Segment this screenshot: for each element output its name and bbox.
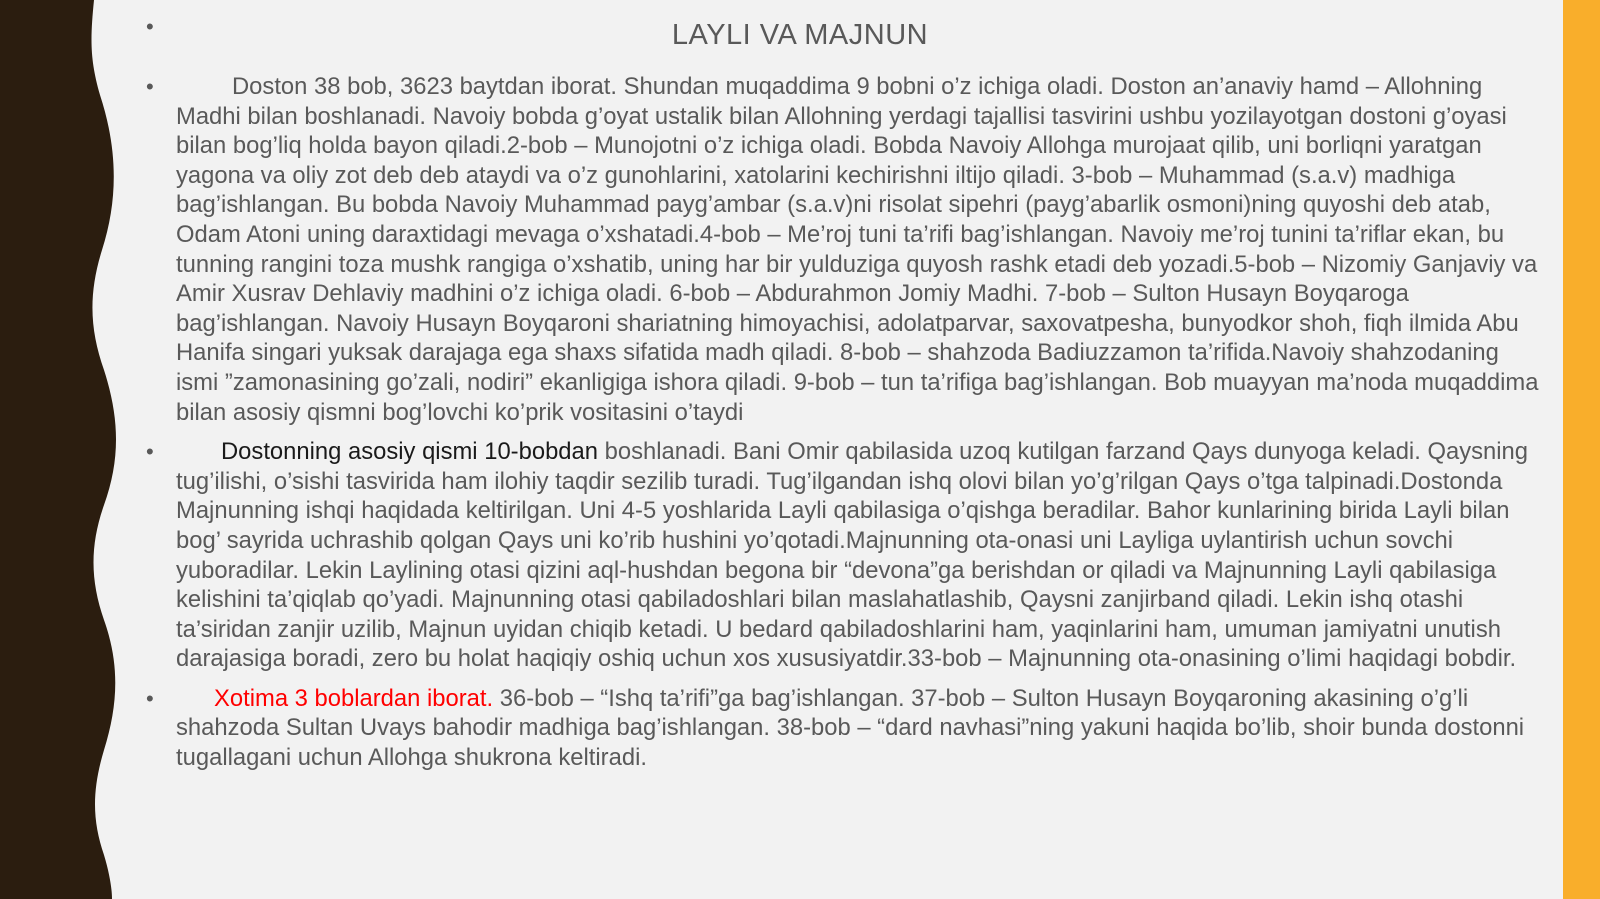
paragraph-body: boshlanadi. Bani Omir qabilasida uzoq kutilgan farzand Qays dunyoga keladi. Qaysning tug’ilishi, o’sishi tasvirida ham ilohiy taqdir sezilib turadi. Tug’ilgandan ishq olovi bilan yo’g’rilgan Qays o’tga talpinadi.Dostonda Majnunning ishqi haqidada keltirilgan. Uni 4-5 yoshlarida Layli qabilasiga o’qishga beradilar. Bahor kunlarining birida Layli bilan bog’ sayrida uchrashib qolgan Qays uni ko’rib hushini yo’qotadi.Majnunning ota-onasi uni Layliga uylantirish uchun sovchi yuboradilar. Lekin Laylining otasi qizini aql-hushdan begona bir “devona”ga berishdan or qiladi va Majnunning Layli qabilasiga kelishini ta’qiqlab qo’yadi. Majnunning otasi qabiladoshlari bilan maslahatlashib, Qaysni zanjirband qiladi. Lekin ishq otashi ta’siridan zanjir uzilib, Majnun uyidan chiqib ketadi. U bedard qabiladoshlarini ham, yaqinlarini ham, umuman jamiyatni unutish darajasiga boradi, zero bu holat haqiqiy oshiq uchun xos xususiyatdir.33-bob – Majnunning ota-onasining o’limi haqidagi bobdir. <box>176 438 1528 673</box>
paragraph-lead: Xotima 3 boblardan iborat. <box>214 684 494 712</box>
paragraph-body: 36-bob – “Ishq ta’rifi”ga bag’ishlangan. 37-bob – Sulton Husayn Boyqaroning akasining o’g’li shahzoda Sultan Uvays bahodir madhiga bag’ishlangan. 38-bob – “dard navhasi”ning yakuni haqida bo’lib, shoir bunda dostonni tugallagani uchun Allohga shukrona keltiradi. <box>176 684 1525 772</box>
paragraph-text <box>176 437 1544 674</box>
slide-title: LAYLI VA MAJNUN <box>671 19 929 51</box>
slide-content <box>146 12 1544 783</box>
bullet-icon: • <box>146 14 154 39</box>
paragraph-muqaddima <box>146 72 1544 427</box>
paragraph-xotima <box>146 684 1544 773</box>
bullet-icon: • <box>146 685 154 711</box>
title-row <box>146 12 1544 58</box>
paragraph-text <box>176 72 1544 427</box>
paragraph-asosiy-qism <box>146 437 1544 674</box>
bullet-icon: • <box>146 439 154 465</box>
right-accent-bar <box>1563 0 1600 899</box>
paragraph-text <box>176 684 1544 773</box>
paragraph-body: Doston 38 bob, 3623 baytdan iborat. Shundan muqaddima 9 bobni o’z ichiga oladi. Doston an’anaviy hamd – Allohning Madhi bilan boshlanadi. Navoiy bobda g’oyat ustalik bilan Allohning yerdagi tajallisi tasvirini ushbu yozilayotgan dostoni g’oyasi bilan bog’liq holda bayon qiladi.2-bob – Munojotni o’z ichiga oladi. Bobda Navoiy Allohga murojaat qilib, uni borliqni yaratgan yagona va oliy zot deb deb ataydi va o’z gunohlarini, xatolarini kechirishni iltijo qiladi. 3-bob – Muhammad (s.a.v) madhiga bag’ishlangan. Bu bobda Navoiy Muhammad payg’ambar (s.a.v)ni risolat sipehri (payg’abarlik osmoni)ning quyoshi deb atab, Odam Atoni uning daraxtidagi mevaga o’xshatadi.4-bob – Me’roj tuni ta’rifi bag’ishlangan. Navoiy me’roj tunini ta’riflar ekan, bu tunning rangini toza mushk rangiga o’xshatib, uning har bir yulduziga quyosh rashk etadi deb yozadi.5-bob – Nizomiy Ganjaviy va Amir Xusrav Dehlaviy madhini o’z ichiga oladi. 6-bob – Abdurahmon Jomiy Madhi. 7-bob – Sulton Husayn Boyqaroga bag’ishlangan. Navoiy Husayn Boyqaroni shariatning himoyachisi, adolatparvar, saxovatpesha, bunyodkor shoh, fiqh ilmida Abu Hanifa singari yuksak darajaga ega shaxs sifatida madh qiladi. 8-bob – shahzoda Badiuzzamon ta’rifida.Navoiy shahzodaning ismi ”zamonasining go’zali, nodiri” ekanligiga ishora qiladi. 9-bob – tun ta’rifiga bag’ishlangan. Bob muayyan ma’noda muqaddima bilan asosiy qismni bog’lovchi ko’prik vositasini o’taydi <box>176 73 1539 426</box>
bullet-icon: • <box>146 74 154 99</box>
left-wave-decoration <box>0 0 125 899</box>
paragraph-lead: Dostonning asosiy qismi 10-bobdan <box>221 438 599 466</box>
